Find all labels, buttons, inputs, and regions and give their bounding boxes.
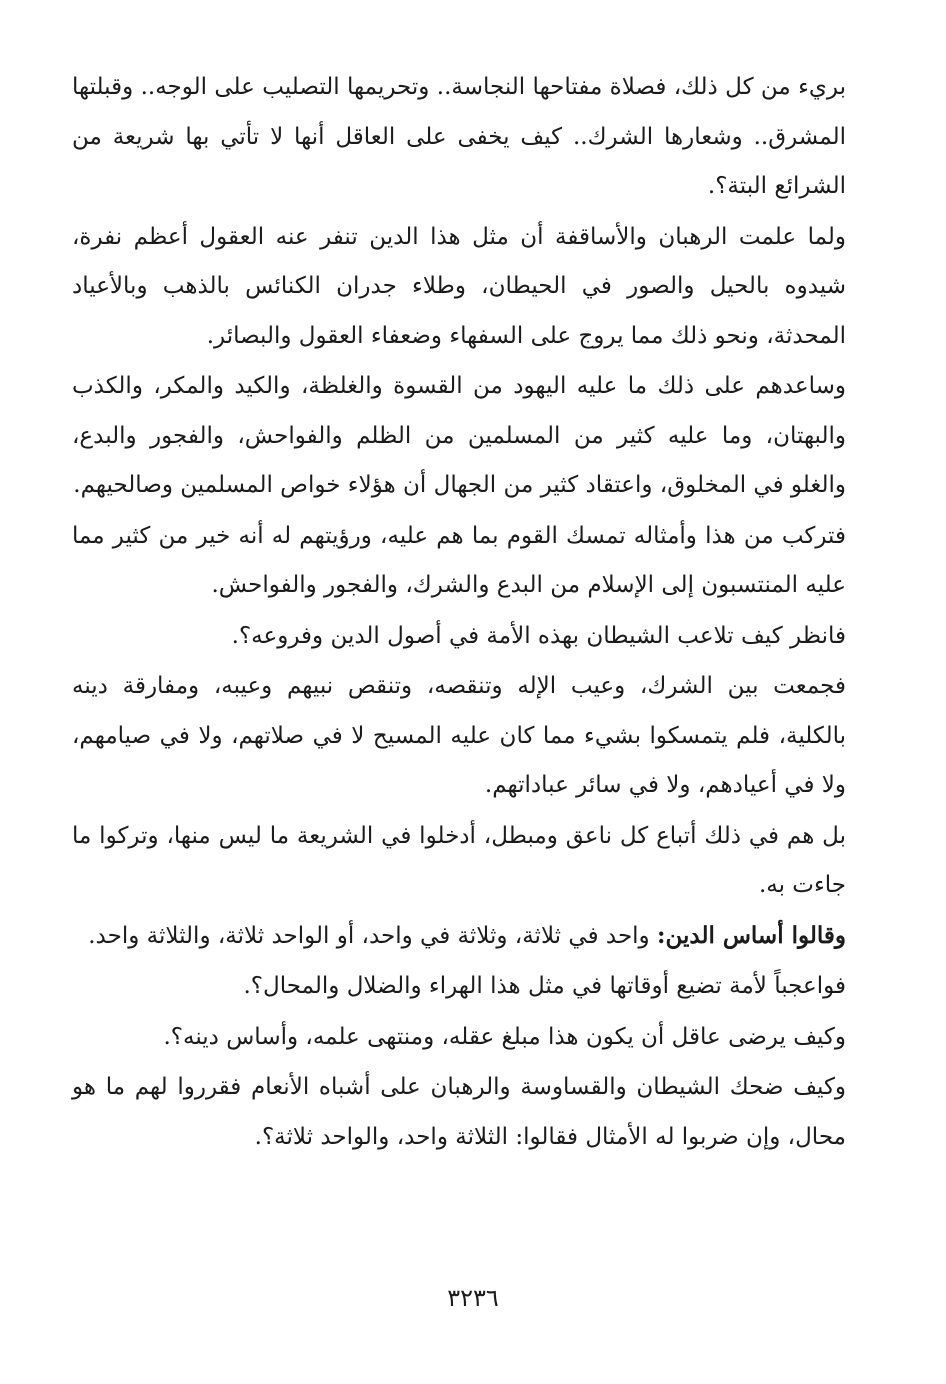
paragraph-3 <box>72 361 846 511</box>
paragraph-9-text: فواعجباً لأمة تضيع أوقاتها في مثل هذا الهراء والضلال والمحال؟. <box>243 973 846 999</box>
paragraph-1 <box>72 62 846 212</box>
paragraph-5-text: فانظر كيف تلاعب الشيطان بهذه الأمة في أصول الدين وفروعه؟. <box>231 622 846 649</box>
paragraph-5 <box>72 611 846 662</box>
paragraph-8-bold: وقالوا أساس الدين: <box>656 921 846 949</box>
paragraph-11-text: وكيف ضحك الشيطان والقساوسة والرهبان على أشباه الأنعام فقرروا لهم ما هو محال، وإن ضربوا له الأمثال فقالوا: الثلاثة واحد، والواحد ثلاثة؟. <box>72 1074 846 1150</box>
paragraph-2 <box>72 212 846 362</box>
paragraph-6 <box>72 661 846 811</box>
paragraph-7 <box>72 811 846 911</box>
paragraph-2-text: ولما علمت الرهبان والأساقفة أن مثل هذا الدين تنفر عنه العقول أعظم نفرة، شيدوه بالحيل والصور في الحيطان، وطلاء جدران الكنائس بالذهب وبالأعياد المحدثة، ونحو ذلك مما يروج على السفهاء وضعفاء العقول والبصائر. <box>72 223 846 349</box>
paragraph-4-text: فتركب من هذا وأمثاله تمسك القوم بما هم عليه، ورؤيتهم له أنه خير من كثير مما عليه المنتسبون إلى الإسلام من البدع والشرك، والفجور والفواحش. <box>72 522 846 598</box>
paragraph-10 <box>72 1012 846 1063</box>
paragraph-9 <box>72 961 846 1012</box>
paragraph-7-text: بل هم في ذلك أتباع كل ناعق ومبطل، أدخلوا في الشريعة ما ليس منها، وتركوا ما جاءت به. <box>72 822 846 898</box>
paragraph-11 <box>72 1062 846 1162</box>
paragraph-8-text: واحد في ثلاثة، وثلاثة في واحد، أو الواحد ثلاثة، والثلاثة واحد. <box>88 922 657 949</box>
paragraph-1-text: بريء من كل ذلك، فصلاة مفتاحها النجاسة.. وتحريمها التصليب على الوجه.. وقبلتها المشرق.. وشعارها الشرك.. كيف يخفى على العاقل أنها لا تأتي بها شريعة من الشرائع البتة؟. <box>72 74 846 199</box>
body-text <box>72 62 846 1162</box>
page-number: ٣٢٣٦ <box>447 1284 499 1312</box>
paragraph-4 <box>72 511 846 611</box>
paragraph-8 <box>72 911 846 962</box>
paragraph-3-text: وساعدهم على ذلك ما عليه اليهود من القسوة والغلظة، والكيد والمكر، والكذب والبهتان، وما عليه كثير من المسلمين من الظلم والفواحش، والفجور والبدع، والغلو في المخلوق، واعتقاد كثير من الجهال أن هؤلاء خواص المسلمين وصالحيهم. <box>72 373 846 498</box>
paragraph-6-text: فجمعت بين الشرك، وعيب الإله وتنقصه، وتنقص نبيهم وعيبه، ومفارقة دينه بالكلية، فلم يتمسكوا بشيء مما كان عليه المسيح لا في صلاتهم، ولا في صيامهم، ولا في أعيادهم، ولا في سائر عباداتهم. <box>72 673 846 798</box>
paragraph-10-text: وكيف يرضى عاقل أن يكون هذا مبلغ عقله، ومنتهى علمه، وأساس دينه؟. <box>163 1023 846 1050</box>
